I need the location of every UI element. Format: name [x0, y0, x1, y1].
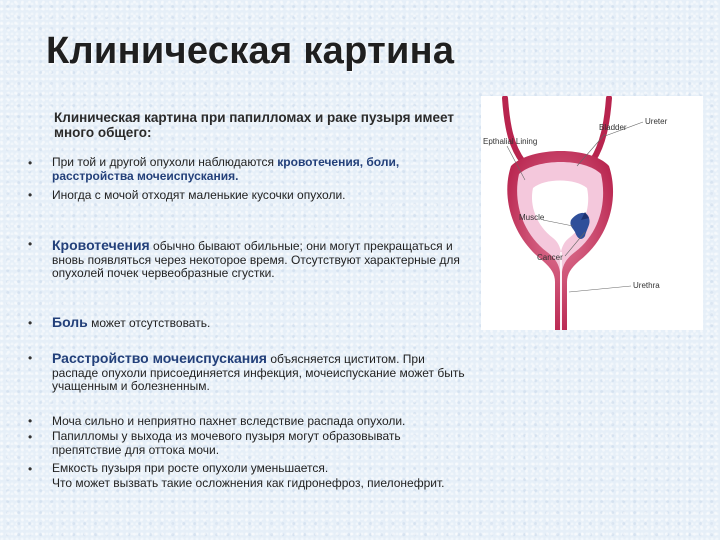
label-ureter: Ureter: [645, 117, 668, 126]
bleeding-term: Кровотечения: [52, 237, 150, 253]
symptoms-text: При той и другой опухоли наблюдаются: [52, 155, 278, 169]
pain-text: может отсутствовать.: [87, 316, 211, 330]
left-ureter: [505, 98, 523, 162]
odor-paragraph: Моча сильно и неприятно пахнет вследствие распада опухоли.: [52, 414, 406, 428]
urination-paragraph: [52, 352, 472, 394]
bullet: •: [28, 316, 33, 330]
bullet: •: [28, 351, 33, 365]
bullet: •: [28, 414, 33, 428]
urination-term: Расстройство мочеиспускания: [52, 350, 267, 366]
symptoms-highlight: кровотечения, боли, расстройства мочеиспускания.: [52, 155, 400, 183]
slide-title: Клиническая картина: [46, 30, 455, 72]
tumor-fragments-paragraph: Иногда с мочой отходят маленькие кусочки опухоли.: [52, 188, 346, 202]
obstruction-paragraph: Папилломы у выхода из мочевого пузыря могут образовывать препятствие для оттока мочи.: [52, 429, 401, 457]
pain-paragraph: [52, 316, 472, 331]
label-cancer: Cancer: [537, 253, 563, 262]
bullet: •: [28, 188, 33, 202]
label-epithelial-lining: Epthalial Lining: [483, 137, 538, 146]
pain-term: Боль: [52, 314, 88, 330]
label-bladder: Bladder: [599, 123, 627, 132]
bullet: •: [28, 462, 33, 476]
intro-text: Клиническая картина при папилломах и раке пузыря имеет много общего:: [54, 110, 454, 140]
urination-text: объясняется циститом. При распаде опухоли присоединяется инфекция, мочеиспускание может быть учащенным и болезненным.: [52, 352, 465, 393]
complications-paragraph: Что может вызвать такие осложнения как гидронефроз, пиелонефрит.: [52, 476, 445, 490]
bullet: •: [28, 430, 33, 444]
bladder-illustration: [481, 96, 703, 330]
symptoms-paragraph: [52, 156, 472, 183]
bladder-diagram: [481, 96, 703, 330]
label-urethra: Urethra: [633, 281, 660, 290]
capacity-paragraph: Емкость пузыря при росте опухоли уменьшается.: [52, 461, 329, 475]
bleeding-paragraph: [52, 239, 472, 281]
bleeding-text: обычно бывают обильные; они могут прекращаться и вновь появляться через некоторое время. Отсутствуют характерные для опухолей почек червеобразные сгустки.: [52, 239, 460, 280]
bullet: •: [28, 156, 33, 170]
label-muscle: Muscle: [519, 213, 545, 222]
bullet: •: [28, 237, 33, 251]
